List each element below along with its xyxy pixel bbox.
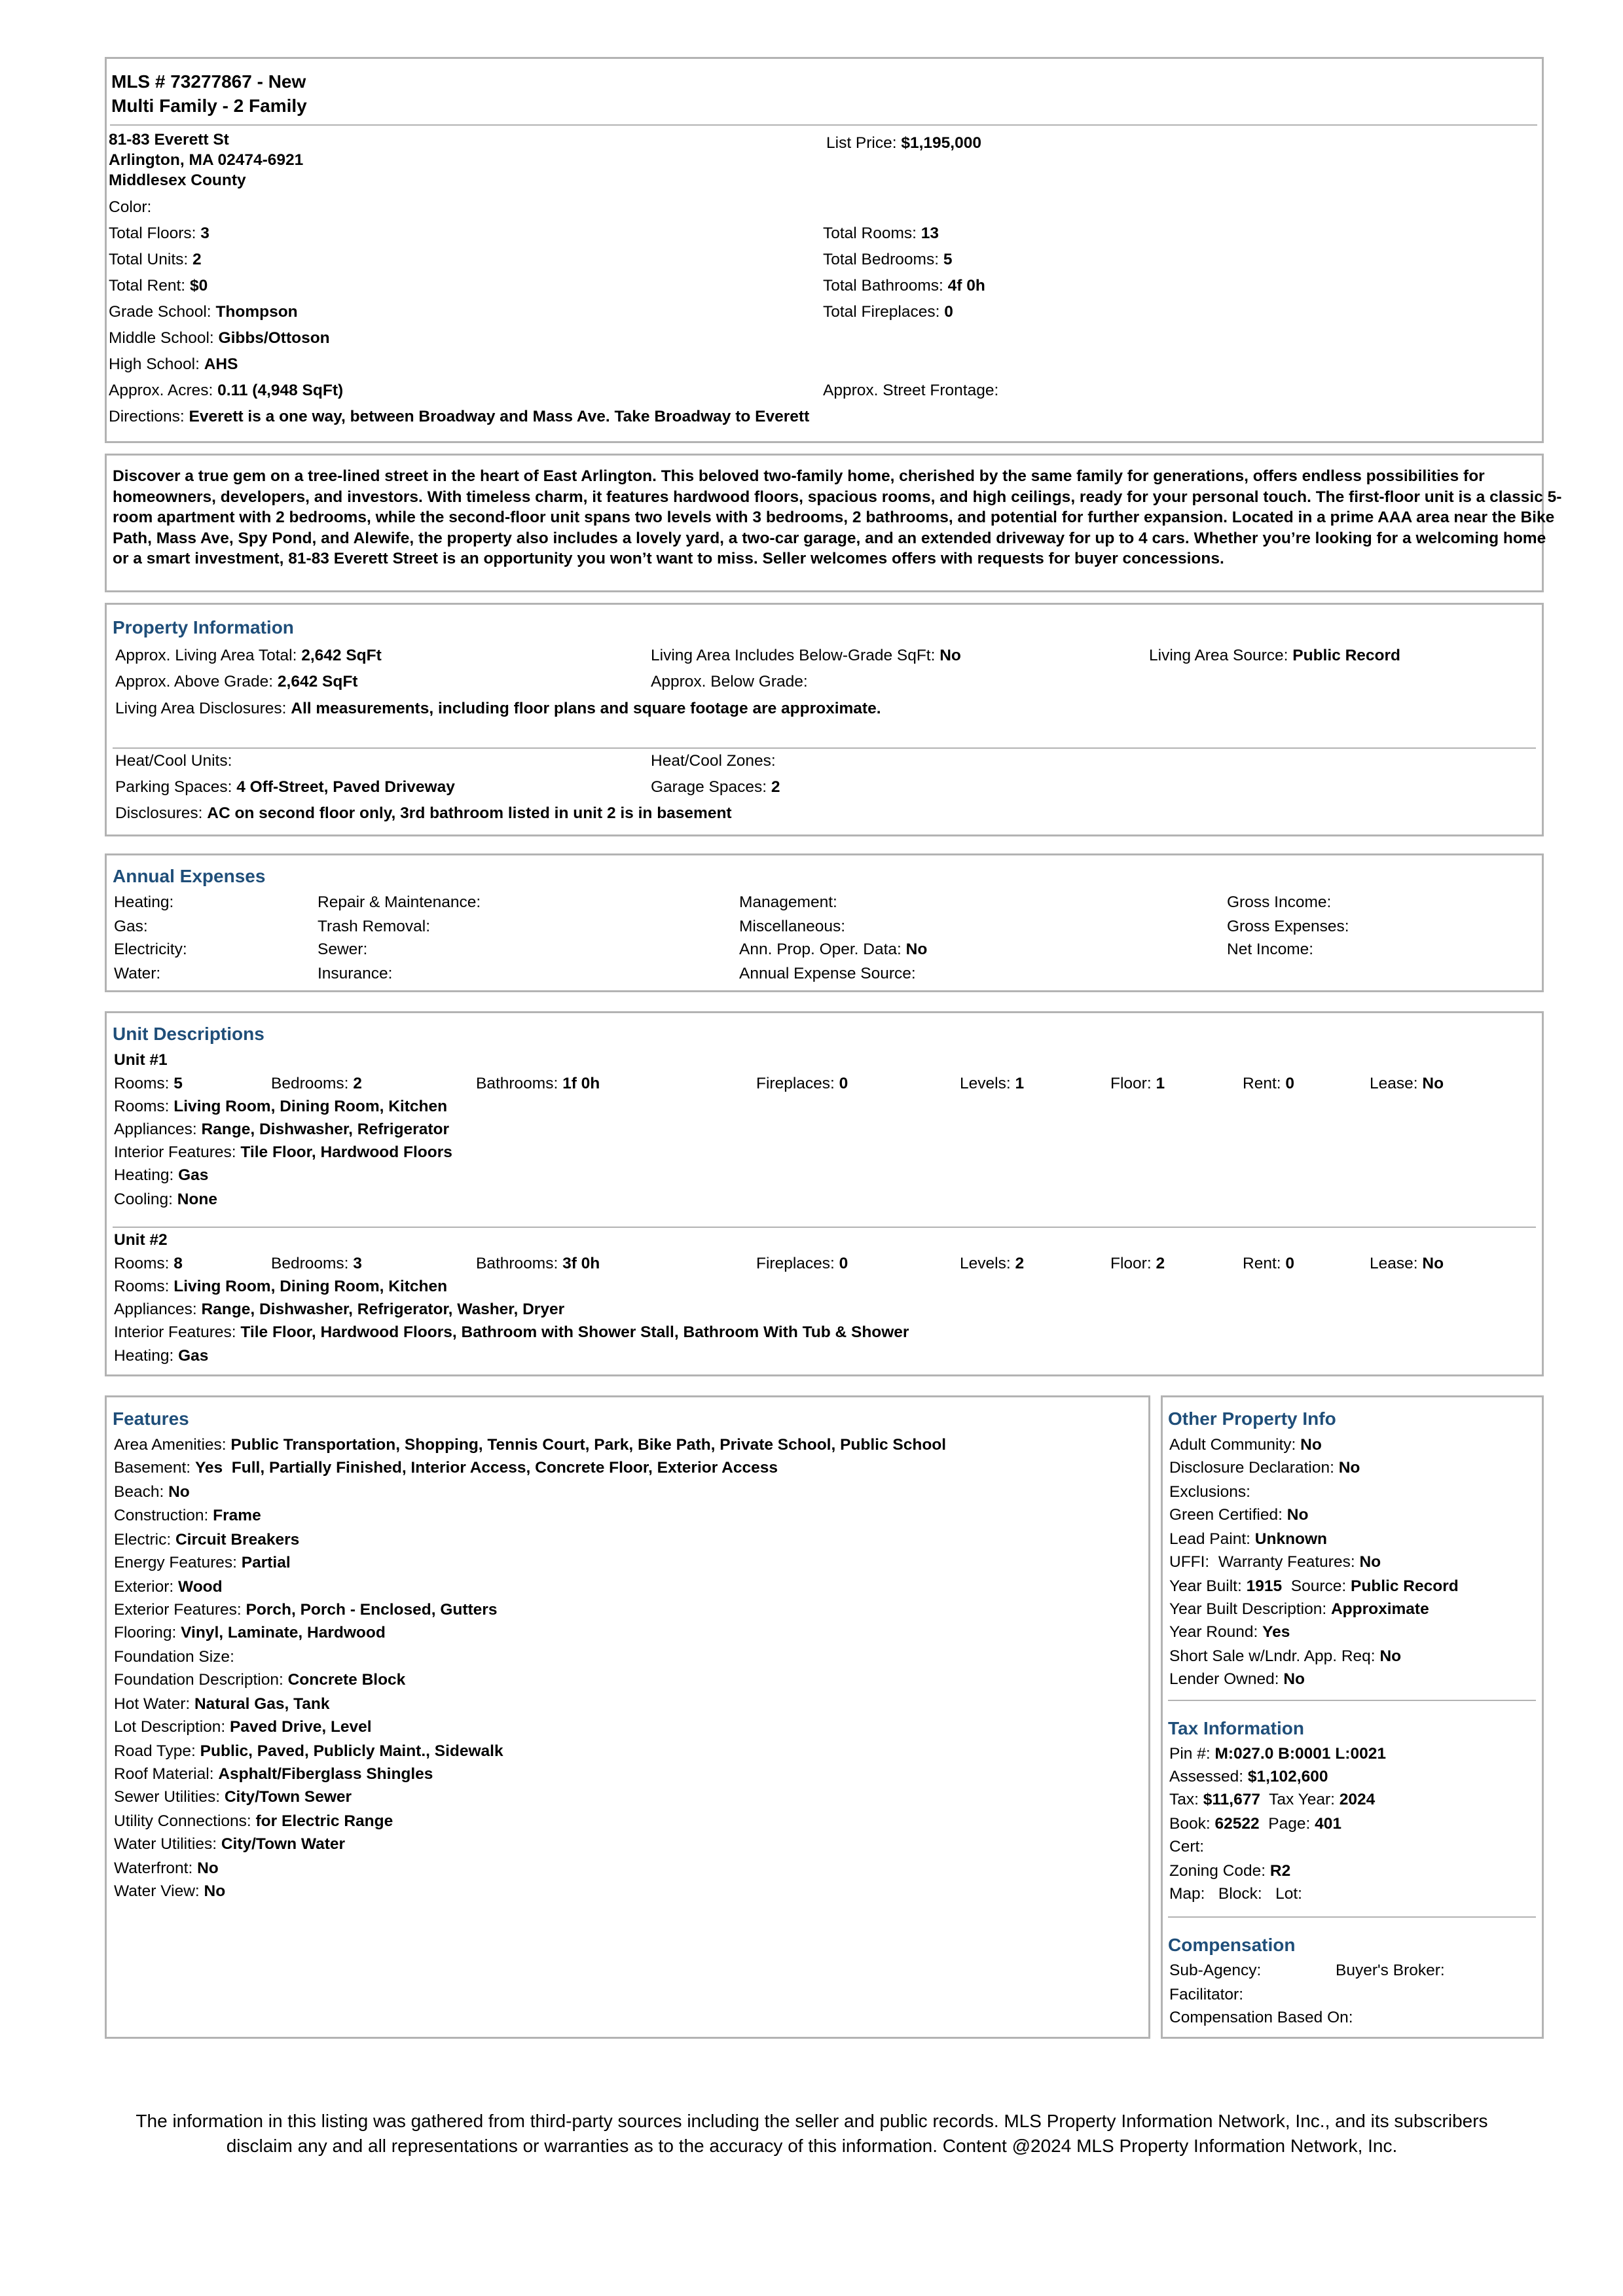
feature-row: Sewer Utilities: City/Town Sewer [114, 1788, 352, 1806]
map-block-lot: Map: Block: Lot: [1169, 1885, 1302, 1903]
living-area-total: Approx. Living Area Total: 2,642 SqFt [115, 647, 382, 664]
expense-sewer: Sewer: [318, 941, 368, 958]
mls-number: MLS # 73277867 - New [111, 71, 306, 92]
tax-info-title: Tax Information [1168, 1718, 1304, 1738]
expense-misc: Miscellaneous: [739, 918, 846, 935]
other-info-title: Other Property Info [1168, 1408, 1336, 1429]
feature-row: Electric: Circuit Breakers [114, 1531, 300, 1549]
features-title: Features [113, 1408, 189, 1429]
unit1-rooms: Rooms: 5 [114, 1075, 183, 1092]
feature-row: Basement: Yes Full, Partially Finished, Interior Access, Concrete Floor, Exterior Access [114, 1459, 778, 1477]
living-area-source: Living Area Source: Public Record [1149, 647, 1401, 664]
uffi-warranty: UFFI: Warranty Features: No [1169, 1553, 1381, 1571]
disclaimer: The information in this listing was gathered from third-party sources including the seller and public records. MLS Property Information Network, Inc., and its subscribers disclaim any and all representations or warranties as to the accuracy of this information. Content @2024 MLS Property Information Network, Inc. [136, 2111, 1488, 2156]
expense-oper-data: Ann. Prop. Oper. Data: No [739, 941, 928, 958]
unit2-appliances: Appliances: Range, Dishwasher, Refrigerator, Washer, Dryer [114, 1300, 565, 1318]
feature-row: Construction: Frame [114, 1507, 261, 1524]
property-type: Multi Family - 2 Family [111, 96, 307, 116]
year-built-description: Year Built Description: Approximate [1169, 1600, 1429, 1618]
unit1-title: Unit #1 [114, 1051, 168, 1069]
unit2-heating: Heating: Gas [114, 1347, 209, 1365]
feature-row: Exterior: Wood [114, 1578, 223, 1596]
gross-expenses: Gross Expenses: [1227, 918, 1349, 935]
net-income: Net Income: [1227, 941, 1314, 958]
disclosures: Disclosures: AC on second floor only, 3rd bathroom listed in unit 2 is in basement [115, 804, 732, 822]
expense-water: Water: [114, 965, 161, 982]
unit1-room-list: Rooms: Living Room, Dining Room, Kitchen [114, 1098, 448, 1115]
expense-insurance: Insurance: [318, 965, 393, 982]
unit2-rent: Rent: 0 [1243, 1255, 1295, 1272]
feature-row: Hot Water: Natural Gas, Tank [114, 1695, 330, 1713]
unit1-bedrooms: Bedrooms: 2 [271, 1075, 362, 1092]
expense-electricity: Electricity: [114, 941, 187, 958]
feature-row: Foundation Size: [114, 1648, 234, 1666]
compensation-based-on: Compensation Based On: [1169, 2009, 1353, 2026]
feature-row: Exterior Features: Porch, Porch - Enclosed, Gutters [114, 1601, 498, 1619]
unit2-bathrooms: Bathrooms: 3f 0h [476, 1255, 600, 1272]
unit2-interior: Interior Features: Tile Floor, Hardwood Floors, Bathroom with Shower Stall, Bathroom With Tub & Shower [114, 1323, 909, 1341]
expense-heating: Heating: [114, 893, 174, 911]
living-area-disclosures: Living Area Disclosures: All measurements, including floor plans and square footage are approximate. [115, 700, 881, 717]
unit2-room-list: Rooms: Living Room, Dining Room, Kitchen [114, 1278, 448, 1295]
unit2-levels: Levels: 2 [960, 1255, 1025, 1272]
gross-income: Gross Income: [1227, 893, 1332, 911]
divider [113, 1227, 1536, 1228]
unit1-rent: Rent: 0 [1243, 1075, 1295, 1092]
unit2-rooms: Rooms: 8 [114, 1255, 183, 1272]
total-rent: Total Rent: $0 [109, 277, 208, 295]
divider [1168, 1700, 1536, 1701]
street-frontage: Approx. Street Frontage: [823, 382, 999, 399]
total-bathrooms: Total Bathrooms: 4f 0h [823, 277, 985, 295]
expense-trash: Trash Removal: [318, 918, 431, 935]
expense-source: Annual Expense Source: [739, 965, 916, 982]
feature-row: Area Amenities: Public Transportation, Shopping, Tennis Court, Park, Bike Path, Private School, Public School [114, 1436, 947, 1454]
address-county: Middlesex County [109, 171, 246, 189]
divider [1168, 1916, 1536, 1918]
heat-cool-zones: Heat/Cool Zones: [651, 752, 776, 770]
unit1-cooling: Cooling: None [114, 1191, 217, 1208]
unit2-bedrooms: Bedrooms: 3 [271, 1255, 362, 1272]
feature-row: Water Utilities: City/Town Water [114, 1835, 346, 1853]
unit1-levels: Levels: 1 [960, 1075, 1025, 1092]
unit1-appliances: Appliances: Range, Dishwasher, Refrigerator [114, 1121, 449, 1138]
tax-amount: Tax: $11,677 Tax Year: 2024 [1169, 1791, 1376, 1808]
assessed-value: Assessed: $1,102,600 [1169, 1768, 1328, 1785]
zoning-code: Zoning Code: R2 [1169, 1862, 1291, 1880]
feature-row: Water View: No [114, 1882, 226, 1900]
address-street: 81-83 Everett St [109, 131, 229, 149]
grade-school: Grade School: Thompson [109, 303, 298, 321]
unit2-title: Unit #2 [114, 1231, 168, 1249]
adult-community: Adult Community: No [1169, 1436, 1322, 1454]
unit1-floor: Floor: 1 [1110, 1075, 1165, 1092]
green-certified: Green Certified: No [1169, 1506, 1309, 1524]
annual-expenses-title: Annual Expenses [113, 866, 266, 886]
feature-row: Energy Features: Partial [114, 1554, 291, 1571]
unit2-lease: Lease: No [1370, 1255, 1444, 1272]
expense-repair: Repair & Maintenance: [318, 893, 481, 911]
year-built: Year Built: 1915 Source: Public Record [1169, 1577, 1459, 1595]
feature-row: Roof Material: Asphalt/Fiberglass Shingles [114, 1765, 433, 1783]
book-page: Book: 62522 Page: 401 [1169, 1815, 1341, 1833]
unit-descriptions-title: Unit Descriptions [113, 1024, 264, 1044]
total-bedrooms: Total Bedrooms: 5 [823, 251, 953, 268]
compensation-title: Compensation [1168, 1935, 1296, 1955]
garage-spaces: Garage Spaces: 2 [651, 778, 780, 796]
middle-school: Middle School: Gibbs/Ottoson [109, 329, 330, 347]
pin-number: Pin #: M:027.0 B:0001 L:0021 [1169, 1745, 1386, 1763]
feature-row: Flooring: Vinyl, Laminate, Hardwood [114, 1624, 386, 1641]
cert: Cert: [1169, 1838, 1205, 1856]
feature-row: Utility Connections: for Electric Range [114, 1812, 393, 1830]
disclosure-declaration: Disclosure Declaration: No [1169, 1459, 1360, 1477]
unit2-floor: Floor: 2 [1110, 1255, 1165, 1272]
feature-row: Foundation Description: Concrete Block [114, 1671, 406, 1689]
unit1-heating: Heating: Gas [114, 1166, 209, 1184]
feature-row: Road Type: Public, Paved, Publicly Maint., Sidewalk [114, 1742, 503, 1760]
expense-gas: Gas: [114, 918, 148, 935]
feature-row: Waterfront: No [114, 1859, 219, 1877]
unit1-fireplaces: Fireplaces: 0 [756, 1075, 848, 1092]
divider [110, 124, 1537, 126]
total-fireplaces: Total Fireplaces: 0 [823, 303, 953, 321]
expense-management: Management: [739, 893, 837, 911]
total-units: Total Units: 2 [109, 251, 202, 268]
below-grade-included: Living Area Includes Below-Grade SqFt: No [651, 647, 961, 664]
lender-owned: Lender Owned: No [1169, 1670, 1305, 1688]
feature-row: Beach: No [114, 1483, 190, 1501]
approx-acres: Approx. Acres: 0.11 (4,948 SqFt) [109, 382, 344, 399]
exclusions: Exclusions: [1169, 1483, 1250, 1501]
above-grade: Approx. Above Grade: 2,642 SqFt [115, 673, 358, 691]
property-info-title: Property Information [113, 617, 294, 637]
below-grade: Approx. Below Grade: [651, 673, 808, 691]
unit1-lease: Lease: No [1370, 1075, 1444, 1092]
address-city: Arlington, MA 02474-6921 [109, 151, 304, 169]
unit1-bathrooms: Bathrooms: 1f 0h [476, 1075, 600, 1092]
feature-row: Lot Description: Paved Drive, Level [114, 1718, 372, 1736]
year-round: Year Round: Yes [1169, 1623, 1290, 1641]
facilitator: Facilitator: [1169, 1986, 1244, 2003]
list-price: List Price: $1,195,000 [826, 134, 981, 152]
color-field: Color: [109, 198, 152, 216]
total-rooms: Total Rooms: 13 [823, 224, 939, 242]
remarks-text: Discover a true gem on a tree-lined street in the heart of East Arlington. This beloved two-family home, cherished by the same family for generations, offers endless possibilities for homeowners, developers, and investors. With timeless charm, it features hardwood floors, spacious rooms, and high ceilings, ready for your personal touch. The first-floor unit is a classic 5-room apartment with 2 bedrooms, while the second-floor unit spans two levels with 3 bedrooms, 2 bathrooms, and potential for further expansion. Located in a prime AAA area near the Bike Path, Mass Ave, Spy Pond, and Alewife, the property also includes a lovely yard, a two-car garage, and an extended driveway for up to 4 cars. Whether you’re looking for a welcoming home or a smart investment, 81-83 Everett Street is an opportunity you won’t want to miss. Seller welcomes offers with requests for buyer concessions. [113, 467, 1562, 568]
sub-agency: Sub-Agency: [1169, 1962, 1262, 1979]
unit2-fireplaces: Fireplaces: 0 [756, 1255, 848, 1272]
parking-spaces: Parking Spaces: 4 Off-Street, Paved Driveway [115, 778, 455, 796]
heat-cool-units: Heat/Cool Units: [115, 752, 232, 770]
lead-paint: Lead Paint: Unknown [1169, 1530, 1328, 1548]
buyers-broker: Buyer's Broker: [1336, 1962, 1445, 1979]
short-sale: Short Sale w/Lndr. App. Req: No [1169, 1647, 1402, 1665]
directions: Directions: Everett is a one way, between Broadway and Mass Ave. Take Broadway to Everett [109, 408, 810, 425]
total-floors: Total Floors: 3 [109, 224, 210, 242]
divider [113, 747, 1536, 749]
high-school: High School: AHS [109, 355, 238, 373]
unit1-interior: Interior Features: Tile Floor, Hardwood Floors [114, 1143, 452, 1161]
